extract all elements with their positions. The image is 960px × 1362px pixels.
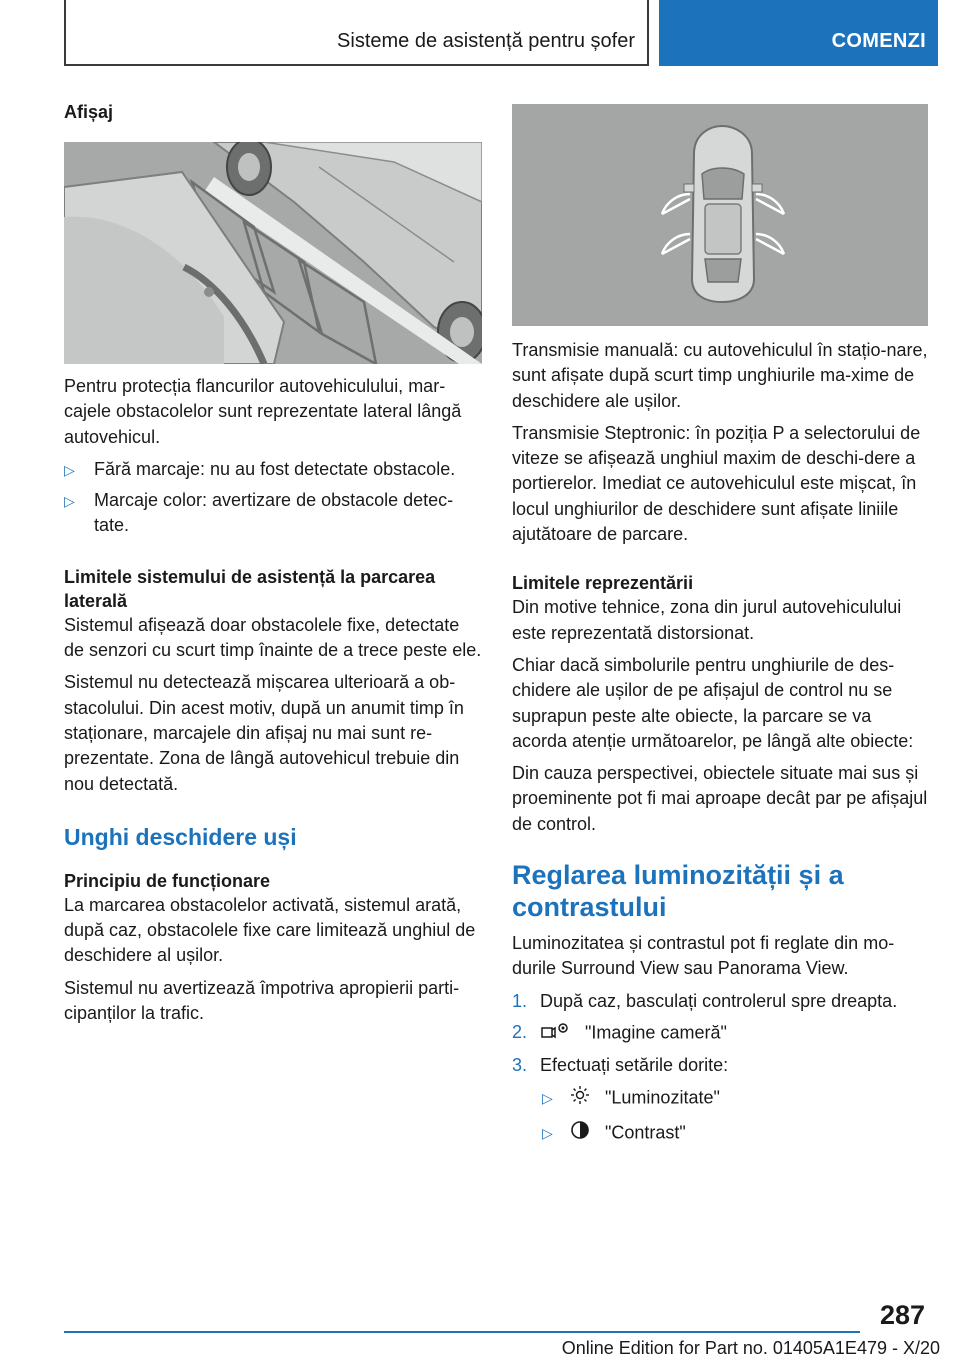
left-column <box>64 100 482 1033</box>
intro-text: Pentru protecția flancurilor autovehiculului, mar-cajele obstacolelor sunt reprezentate lateral lângă autovehicul. <box>64 376 462 447</box>
bullet-text: Fără marcaje: nu au fost detectate obstacole. <box>94 458 456 479</box>
limits-heading: Limitele sistemului de asistență la parcarea laterală <box>64 566 436 611</box>
steptronic-text: Transmisie Steptronic: în poziția P a selectorului de viteze se afișează unghiul maxim de deschi-dere a portierelor. Imediat ce autovehiculul este mișcat, în locul unghiurilor de deschidere sunt afișate liniile ajutătoare de parcare. <box>512 422 921 545</box>
section-title: Sisteme de asistență pentru șofer <box>337 30 635 52</box>
edition-footer: Online Edition for Part no. 01405A1E479 - X/20 <box>561 1338 940 1358</box>
page-number: 287 <box>880 1300 926 1330</box>
triangle-bullet-icon: ▷ <box>542 1089 553 1106</box>
substep-text: "Luminozitate" <box>605 1086 720 1107</box>
representation-limits-heading: Limitele reprezentării <box>512 573 694 594</box>
substep-item <box>512 1085 930 1112</box>
contrast-icon <box>570 1120 590 1147</box>
representation-paragraph-1: Din motive tehnice, zona din jurul autovehiculului este reprezentată distorsionat. <box>512 597 902 643</box>
principle-paragraph-2: Sistemul nu avertizează împotriva apropierii parti-cipanților la trafic. <box>64 977 460 1024</box>
step-number: 1. <box>512 990 528 1011</box>
step-text: Efectuați setările dorite: <box>540 1055 729 1076</box>
footer-divider <box>64 1331 860 1333</box>
list-item <box>64 488 482 539</box>
list-item <box>64 457 482 482</box>
representation-paragraph-3: Din cauza perspectivei, obiectele situate mai sus și proeminente pot fi mai aproape decât par pe afișajul de control. <box>512 763 928 834</box>
principle-heading: Principiu de funcționare <box>64 870 271 891</box>
step-text: "Imagine cameră" <box>585 1022 727 1043</box>
principle-paragraph-1: La marcarea obstacolelor activată, sistemul arată, după caz, obstacolele fixe care limitează unghiul de deschidere al ușilor. <box>64 894 476 966</box>
header-section-box <box>64 0 649 66</box>
chapter-title: COMENZI <box>831 30 926 52</box>
camera-settings-icon <box>540 1020 570 1047</box>
brightness-intro: Luminozitatea și contrastul pot fi reglate din mo-durile Surround View sau Panorama View. <box>512 933 895 979</box>
brightness-contrast-heading: Reglarea luminozității și a contrastului <box>512 860 844 923</box>
limits-paragraph-2: Sistemul nu detectează mișcarea ulterioară a ob-stacolului. Din acest motiv, după un anumit timp în staționare, marcajele din afișaj nu mai sunt re-prezentate. Zona de lângă autovehicul trebuie din nou detectată. <box>64 672 464 794</box>
step-number: 3. <box>512 1055 528 1076</box>
substep-text: "Contrast" <box>605 1122 686 1143</box>
triangle-bullet-icon: ▷ <box>64 493 75 510</box>
triangle-bullet-icon: ▷ <box>64 461 75 478</box>
representation-paragraph-2: Chiar dacă simbolurile pentru unghiurile de des-chidere ale ușilor de pe afișajul de control nu se suprapun peste alte obiecte, la parcare se va acorda atenție următoarelor, pe lângă alte obiecte: <box>512 654 914 751</box>
manual-transmission-text: Transmisie manuală: cu autovehiculul în stațio-nare, sunt afișate după scurt timp unghiurile ma-xime de deschidere ale ușilor. <box>512 340 928 411</box>
right-column <box>512 104 930 1155</box>
triangle-bullet-icon: ▷ <box>542 1124 553 1141</box>
heading-afisaj: Afișaj <box>64 102 114 122</box>
step-item <box>512 989 930 1014</box>
step-item <box>512 1020 930 1047</box>
bullet-text: Marcaje color: avertizare de obstacole detec-tate. <box>94 490 454 536</box>
substep-item <box>512 1120 930 1147</box>
step-text: După caz, basculați controlerul spre dreapta. <box>540 990 898 1011</box>
door-angle-heading: Unghi deschidere uși <box>64 823 297 850</box>
limits-paragraph-1: Sistemul afișează doar obstacolele fixe, detectate de senzori cu scurt timp înainte de a trece peste ele. <box>64 614 482 661</box>
header-chapter-tab[interactable] <box>659 0 938 66</box>
step-number: 2. <box>512 1021 528 1042</box>
step-item <box>512 1053 930 1078</box>
brightness-icon <box>570 1085 590 1112</box>
side-parking-illustration <box>64 142 482 364</box>
door-angle-illustration <box>512 104 928 326</box>
